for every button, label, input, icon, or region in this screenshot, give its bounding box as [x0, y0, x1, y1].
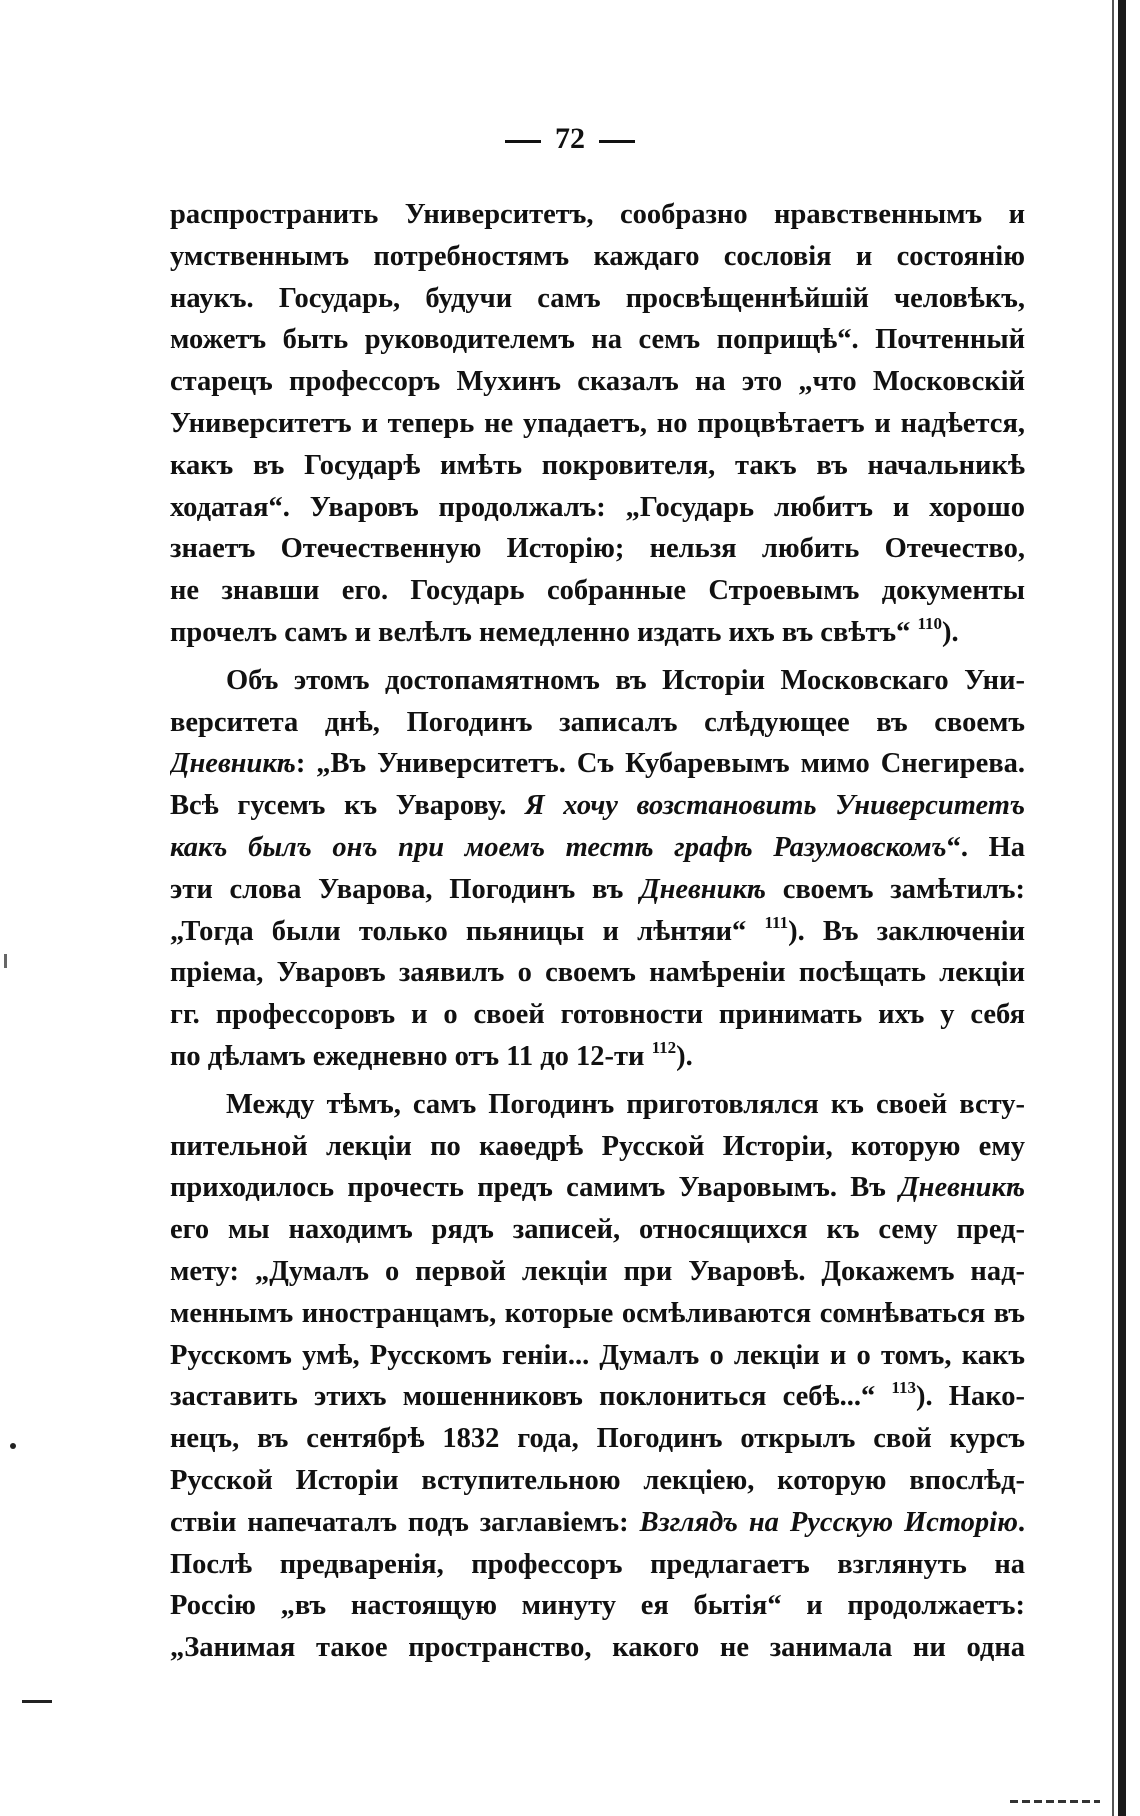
text-line: наукъ. Государь, будучи самъ просвѣщеннѣйшій человѣкъ,	[170, 282, 1025, 314]
text-line: ствіи напечаталъ подъ заглавіемъ: Взглядъ на Русскую Исторію.	[170, 1506, 1025, 1538]
text-line: Дневникѣ: „Въ Университетъ. Съ Кубаревымъ мимо Снегирева.	[170, 748, 1025, 780]
text-line: ходатая“. Уваровъ продолжалъ: „Государь любитъ и хорошо	[170, 491, 1025, 523]
text-line: какъ въ Государѣ имѣть покровителя, такъ въ начальникѣ	[170, 449, 1025, 481]
text-line: мету: „Думалъ о первой лекціи при Уваровѣ. Докажемъ над-	[170, 1255, 1025, 1287]
scan-tick	[22, 1700, 52, 1703]
text-line: пительной лекціи по каѳедрѣ Русской Исторіи, которую ему	[170, 1130, 1025, 1162]
text-line: умственнымъ потребностямъ каждаго сословія и состоянію	[170, 240, 1025, 272]
page-number-dash-left	[505, 140, 541, 143]
text-line: по дѣламъ ежедневно отъ 11 до 12-ти $^{112}$).	[170, 1037, 693, 1072]
text-line: гг. профессоровъ и о своей готовности принимать ихъ у себя	[170, 999, 1025, 1031]
page-number-dash-right	[599, 140, 635, 143]
text-line: не знавши его. Государь собранные Строевымъ документы	[170, 575, 1025, 607]
scan-edge-line	[1112, 0, 1114, 1816]
text-line: Между тѣмъ, самъ Погодинъ приготовлялся къ своей всту-	[226, 1088, 1025, 1120]
footnote-ref: 111	[764, 912, 789, 932]
text-line: знаетъ Отечественную Исторію; нельзя любить Отечество,	[170, 533, 1025, 565]
text-line: заставить этихъ мошенниковъ поклониться себѣ...“ $^{113}$). Нако-	[170, 1378, 1025, 1413]
scan-speck	[4, 954, 7, 968]
text-line: верситета днѣ, Погодинъ записалъ слѣдующее въ своемъ	[170, 706, 1025, 738]
text-line: „Тогда были только пьяницы и лѣнтяи“ $^{111}$). Въ заключеніи	[170, 912, 1025, 947]
text-line: Послѣ предваренія, профессоръ предлагаетъ взглянуть на	[170, 1548, 1025, 1580]
text-line: Русскомъ умѣ, Русскомъ геніи... Думалъ о лекціи и о томъ, какъ	[170, 1339, 1025, 1371]
text-line: нецъ, въ сентябрѣ 1832 года, Погодинъ открылъ свой курсъ	[170, 1423, 1025, 1455]
page-number-value: 72	[555, 122, 585, 155]
footnote-ref: 113	[891, 1378, 916, 1398]
text-line: Русской Исторіи вступительною лекціею, которую впослѣд-	[170, 1464, 1025, 1496]
text-line: старецъ профессоръ Мухинъ сказалъ на это „что Московскій	[170, 366, 1025, 398]
scan-bottom-dash	[1010, 1800, 1100, 1803]
text-line: Университетъ и теперь не упадаетъ, но процвѣтаетъ и надѣется,	[170, 407, 1025, 439]
text-line: приходилось прочесть предъ самимъ Уваровымъ. Въ Дневникѣ	[170, 1172, 1025, 1204]
text-line: распространить Университетъ, сообразно нравственнымъ и	[170, 199, 1025, 230]
text-line: эти слова Уварова, Погодинъ въ Дневникѣ своемъ замѣтилъ:	[170, 873, 1025, 905]
scan-edge-shadow	[1118, 0, 1126, 1816]
footnote-ref: 110	[917, 613, 943, 633]
scan-dot	[10, 1443, 16, 1449]
text-line: „Занимая такое пространство, какого не занимала ни одна	[170, 1632, 1025, 1664]
text-line: Объ этомъ достопамятномъ въ Исторіи Московскаго Уни-	[226, 664, 1025, 696]
text-line: меннымъ иностранцамъ, которые осмѣливаются сомнѣваться въ	[170, 1297, 1025, 1329]
text-line: Всѣ гусемъ къ Уварову. Я хочу возстановить Университетъ	[170, 790, 1025, 822]
text-line: можетъ быть руководителемъ на семъ поприщѣ“. Почтенный	[170, 324, 1025, 356]
footnote-ref: 112	[651, 1037, 677, 1057]
text-line: пріема, Уваровъ заявилъ о своемъ намѣреніи посѣщать лекціи	[170, 957, 1025, 989]
text-line: прочелъ самъ и велѣлъ немедленно издать ихъ въ свѣтъ“ $^{110}$).	[170, 613, 959, 648]
page-number	[0, 122, 1140, 156]
text-line: Россію „въ настоящую минуту ея бытія“ и продолжаетъ:	[170, 1590, 1025, 1622]
text-line: какъ былъ онъ при моемъ тестѣ графѣ Разумовскомъ“. На	[170, 831, 1025, 863]
text-line: его мы находимъ рядъ записей, относящихся къ сему пред-	[170, 1214, 1025, 1246]
body-text	[170, 194, 1025, 1669]
